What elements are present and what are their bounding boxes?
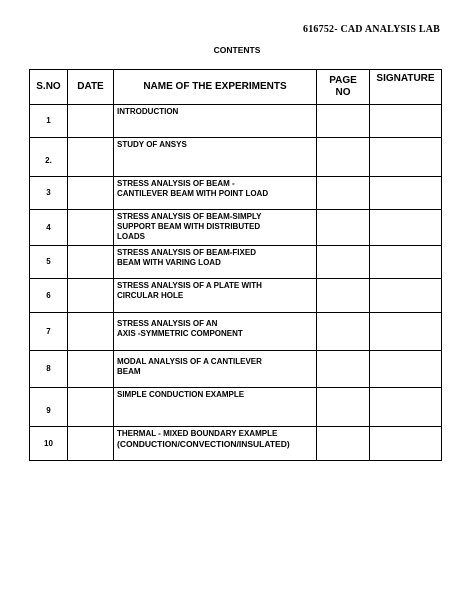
column-header-signature: SIGNATURE bbox=[370, 70, 442, 105]
row-date bbox=[68, 279, 114, 313]
experiment-line: STRESS ANALYSIS OF BEAM-FIXED bbox=[117, 248, 256, 257]
row-page-no bbox=[317, 313, 370, 351]
row-sno: 4 bbox=[30, 210, 68, 246]
row-page-no bbox=[317, 279, 370, 313]
column-header-date: DATE bbox=[68, 70, 114, 105]
row-page-no bbox=[317, 138, 370, 177]
row-signature bbox=[370, 138, 442, 177]
row-signature bbox=[370, 177, 442, 210]
table-row bbox=[30, 246, 442, 279]
row-date bbox=[68, 351, 114, 388]
row-sno: 5 bbox=[30, 246, 68, 279]
row-date bbox=[68, 105, 114, 138]
contents-table bbox=[29, 69, 442, 461]
row-date bbox=[68, 177, 114, 210]
row-date bbox=[68, 427, 114, 461]
row-date bbox=[68, 210, 114, 246]
contents-title: CONTENTS bbox=[213, 45, 261, 55]
row-date bbox=[68, 246, 114, 279]
row-sno: 8 bbox=[30, 351, 68, 388]
experiment-line: BEAM WITH VARING LOAD bbox=[117, 258, 221, 267]
experiment-line: CANTILEVER BEAM WITH POINT LOAD bbox=[117, 189, 269, 198]
experiment-line: AXIS -SYMMETRIC COMPONENT bbox=[117, 329, 243, 338]
table-row bbox=[30, 105, 442, 138]
page-header-line1: PAGE bbox=[329, 75, 357, 86]
row-experiment bbox=[114, 177, 317, 210]
experiment-line: STRESS ANALYSIS OF A PLATE WITH bbox=[117, 281, 262, 290]
table-row bbox=[30, 138, 442, 177]
row-signature bbox=[370, 105, 442, 138]
experiment-line: STUDY OF ANSYS bbox=[117, 140, 187, 149]
experiment-line: SUPPORT BEAM WITH DISTRIBUTED bbox=[117, 222, 261, 231]
row-signature bbox=[370, 351, 442, 388]
table-row bbox=[30, 351, 442, 388]
row-page-no bbox=[317, 246, 370, 279]
page-header-line2: NO bbox=[335, 87, 351, 98]
row-sno: 6 bbox=[30, 279, 68, 313]
row-sno: 3 bbox=[30, 177, 68, 210]
row-signature bbox=[370, 427, 442, 461]
row-experiment bbox=[114, 313, 317, 351]
experiment-line: STRESS ANALYSIS OF BEAM - bbox=[117, 179, 235, 188]
experiment-line: SIMPLE CONDUCTION EXAMPLE bbox=[117, 390, 245, 399]
row-experiment bbox=[114, 279, 317, 313]
experiment-line: CIRCULAR HOLE bbox=[117, 291, 184, 300]
row-signature bbox=[370, 279, 442, 313]
table-row bbox=[30, 177, 442, 210]
experiment-line: INTRODUCTION bbox=[117, 107, 179, 116]
row-sno: 2. bbox=[30, 138, 68, 177]
row-sno: 7 bbox=[30, 313, 68, 351]
experiment-line: LOADS bbox=[117, 232, 145, 241]
row-experiment bbox=[114, 351, 317, 388]
row-page-no bbox=[317, 177, 370, 210]
row-experiment bbox=[114, 427, 317, 461]
column-header-page-no bbox=[317, 70, 370, 105]
row-signature bbox=[370, 246, 442, 279]
row-sno: 10 bbox=[30, 427, 68, 461]
row-experiment bbox=[114, 105, 317, 138]
table-row bbox=[30, 388, 442, 427]
row-date bbox=[68, 313, 114, 351]
row-experiment bbox=[114, 210, 317, 246]
row-page-no bbox=[317, 351, 370, 388]
column-header-sno: S.NO bbox=[30, 70, 68, 105]
document-code-header: 616752- CAD ANALYSIS LAB bbox=[303, 24, 440, 35]
column-header-name: NAME OF THE EXPERIMENTS bbox=[114, 70, 317, 105]
row-page-no bbox=[317, 210, 370, 246]
row-page-no bbox=[317, 427, 370, 461]
row-signature bbox=[370, 388, 442, 427]
row-date bbox=[68, 138, 114, 177]
experiment-line: BEAM bbox=[117, 367, 141, 376]
row-signature bbox=[370, 210, 442, 246]
row-sno: 1 bbox=[30, 105, 68, 138]
table-row bbox=[30, 427, 442, 461]
row-experiment bbox=[114, 246, 317, 279]
table-header-row bbox=[30, 70, 442, 105]
row-experiment bbox=[114, 388, 317, 427]
experiment-line: (CONDUCTION/CONVECTION/INSULATED) bbox=[117, 439, 290, 449]
table-row bbox=[30, 313, 442, 351]
experiment-line: STRESS ANALYSIS OF BEAM-SIMPLY bbox=[117, 212, 262, 221]
row-page-no bbox=[317, 388, 370, 427]
table-row bbox=[30, 279, 442, 313]
experiment-line: MODAL ANALYSIS OF A CANTILEVER bbox=[117, 357, 262, 366]
row-experiment bbox=[114, 138, 317, 177]
experiment-line: THERMAL - MIXED BOUNDARY EXAMPLE bbox=[117, 429, 278, 438]
row-signature bbox=[370, 313, 442, 351]
row-sno: 9 bbox=[30, 388, 68, 427]
row-page-no bbox=[317, 105, 370, 138]
experiment-line: STRESS ANALYSIS OF AN bbox=[117, 319, 218, 328]
table-row bbox=[30, 210, 442, 246]
row-date bbox=[68, 388, 114, 427]
